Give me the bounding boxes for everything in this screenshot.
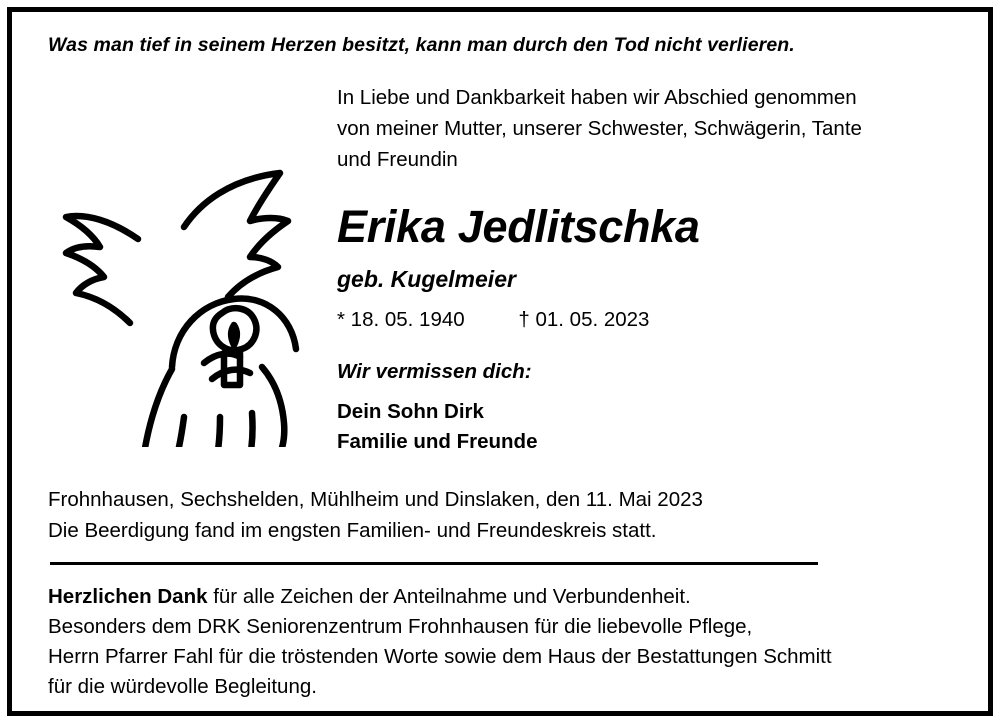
obituary-main-column [337,82,967,457]
intro-line-2: von meiner Mutter, unserer Schwester, Schwägerin, Tante [337,117,862,140]
survivor-line-1: Dein Sohn Dirk [337,400,484,423]
birth-date: * 18. 05. 1940 [337,308,465,331]
thanks-line-1 [48,582,978,612]
obituary-content [12,12,988,711]
mourning-heading: Wir vermissen dich: [337,360,532,383]
thanks-line-2: Besonders dem DRK Seniorenzentrum Frohnhausen für die liebevolle Pflege, [48,615,753,638]
obituary-intro [337,82,967,175]
survivor-line-2: Familie und Freunde [337,430,538,453]
death-date: † 01. 05. 2023 [518,308,650,331]
thanks-block [48,582,978,702]
funeral-note: Die Beerdigung fand im engsten Familien- und Freundeskreis statt. [48,519,657,542]
divider [50,562,818,565]
thanks-line-3: Herrn Pfarrer Fahl für die tröstenden Worte sowie dem Haus der Bestattungen Schmitt [48,645,832,668]
deceased-maiden-name: geb. Kugelmeier [337,266,516,292]
deceased-name: Erika Jedlitschka [337,201,700,252]
angel-with-candle-illustration [34,117,304,447]
obituary-motto: Was man tief in seinem Herzen besitzt, kann man durch den Tod nicht verlieren. [48,34,795,56]
intro-line-1: In Liebe und Dankbarkeit haben wir Abschied genommen [337,86,857,109]
places-and-date-block [48,484,968,546]
thanks-line-4: für die würdevolle Begleitung. [48,675,317,698]
survivors-list [337,397,967,457]
life-dates [337,308,967,332]
places-and-date: Frohnhausen, Sechshelden, Mühlheim und Dinslaken, den 11. Mai 2023 [48,488,703,511]
intro-line-3: und Freundin [337,148,458,171]
obituary-border-frame [7,7,993,716]
thanks-heading: Herzlichen Dank [48,585,208,608]
thanks-heading-rest: für alle Zeichen der Anteilnahme und Verbundenheit. [207,585,691,608]
